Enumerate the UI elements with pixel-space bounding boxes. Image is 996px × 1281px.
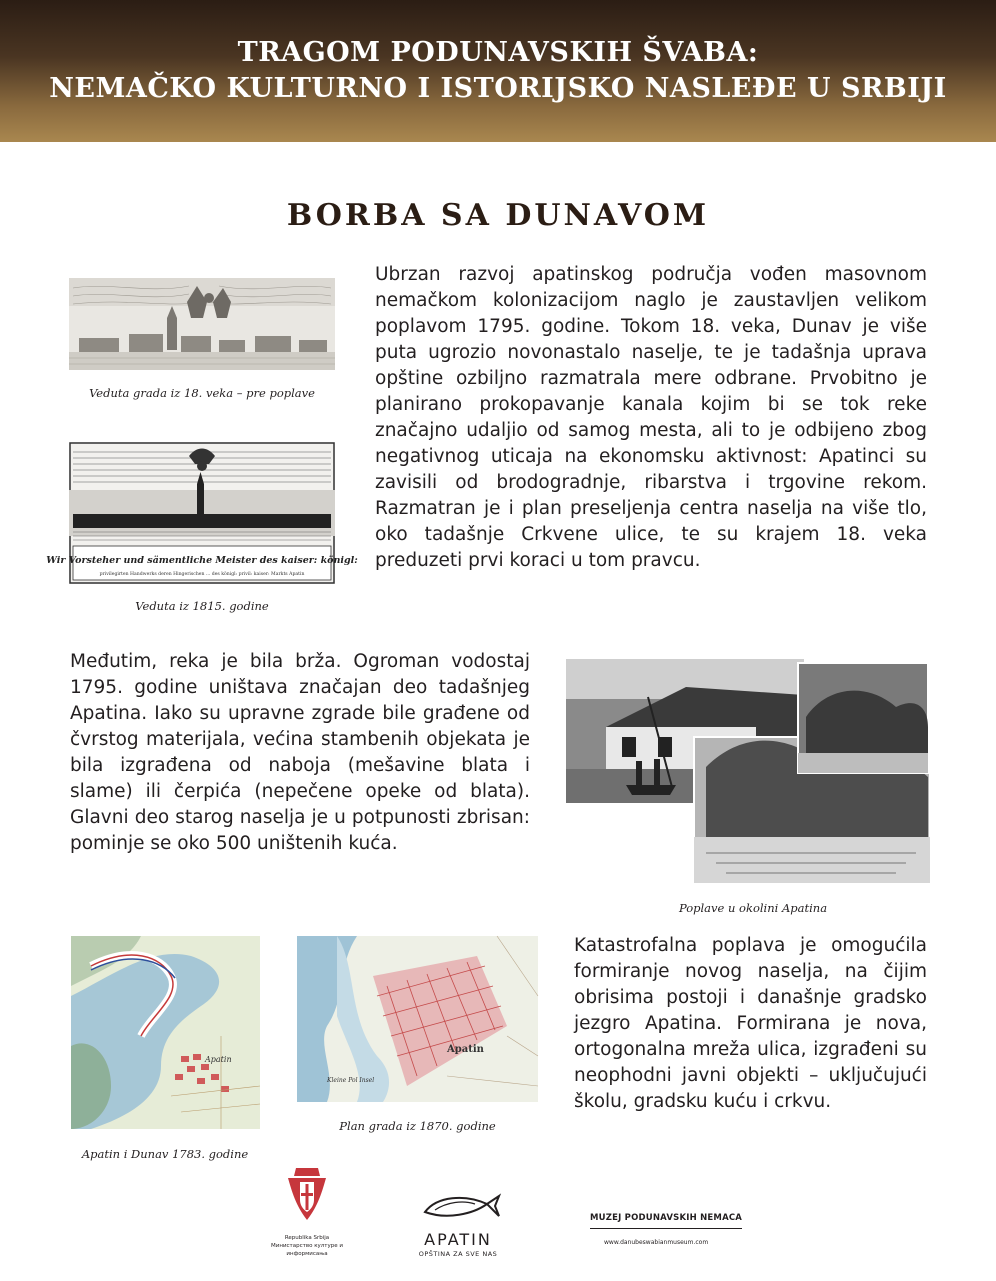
- floods-photo-collage: [566, 657, 928, 887]
- museum-logo-name: MUZEJ PODUNAVSKIH NEMACA: [590, 1213, 743, 1223]
- apatin-municipality-logo: [413, 1192, 503, 1258]
- engraving-text-line-1: Wir Vorsteher und sämentliche Meister des kaiser: königl:: [46, 555, 358, 566]
- serbia-logo-line-2: Министарство културе и информисања: [271, 1243, 343, 1257]
- plan-1870-image: [297, 936, 538, 1102]
- apatin-fish-leaf-icon: [413, 1192, 503, 1222]
- veduta-1815-image: [46, 442, 358, 584]
- museum-logo: [590, 1212, 760, 1252]
- paragraph-new-settlement: Katastrofalna poplava je omogućila formiranje novog naselja, na čijim obrisima postoji i današnje gradsko jezgro Apatina. Formirana je nova, ortogonalna mreža ulica, izgrađeni su neophodni javni objekti – uključujući školu, gradsku kuću i crkvu.: [574, 935, 927, 1112]
- header-title-line-1: TRAGOM PODUNAVSKIH ŠVABA:: [237, 37, 759, 68]
- engraving-text-line-2: privilegirten Handwerks deren Hingerischen ... des königl: privil: kaiser: Markts Apatin: [99, 572, 305, 577]
- veduta-18th-century-image: [69, 278, 335, 370]
- caption-veduta-18th-century: Veduta grada iz 18. veka – pre poplave: [89, 386, 315, 400]
- caption-veduta-1815: Veduta iz 1815. godine: [135, 599, 269, 613]
- map-1783-label-apatin: Apatin: [205, 1055, 232, 1064]
- paragraph-flood: Međutim, reka je bila brža. Ogroman vodostaj 1795. godine uništava značajan deo tadašnjeg Apatina. Iako su upravne zgrade bile građene od čvrstog materijala, većina stambenih objekata je bila izgrađena od naboja (mešavine blata i slame) ili čerpića (nepečene opeke od blata). Glavni deo starog naselja je u potpunosti zbrisan: pominje se oko 500 uništenih kuća.: [70, 651, 530, 854]
- museum-logo-divider: [590, 1228, 742, 1229]
- map-1783-image: [71, 936, 260, 1129]
- plan-1870-label-apatin: Apatin: [447, 1044, 484, 1055]
- header-title-line-2: NEMAČKO KULTURNO I ISTORIJSKO NASLEĐE U SRBIJI: [49, 73, 947, 104]
- caption-map-1783: Apatin i Dunav 1783. godine: [81, 1147, 249, 1161]
- museum-logo-url: www.danubeswabianmuseum.com: [604, 1239, 709, 1246]
- paragraph-intro: Ubrzan razvoj apatinskog područja vođen masovnom nemačkom kolonizacijom naglo je zaustavljen velikom poplavom 1795. godine. Tokom 18. veka, Dunav je više puta ugrozio novonastalo naselje, te je tadašnja uprava opštine ozbiljno razmatrala mere odbrane. Prvobitno je planirano prokopavanje kanala kojim bi se tok reke značajno udaljio od samog mesta, ali to je odbijeno zbog negativnog uticaja na ekonomsku aktivnost: Apatinci su zavisili od brodogradnje, ribarstva i trgovine rekom. Razmatran je i plan preseljenja centra naselja na više tlo, oko tadašnje Crkvene ulice, te su krajem 18. veka preduzeti prvi koraci u tom pravcu.: [375, 264, 927, 571]
- caption-floods: Poplave u okolini Apatina: [678, 901, 828, 915]
- apatin-logo-subtitle: OPŠTINA ZA SVE NAS: [418, 1250, 498, 1258]
- serbia-coat-of-arms-icon: [252, 1166, 362, 1222]
- serbia-logo-line-1: Republika Srbija: [284, 1235, 330, 1241]
- apatin-logo-name: APATIN: [424, 1230, 492, 1249]
- serbia-ministry-logo: [252, 1166, 362, 1256]
- plan-1870-label-island: Kleine Pol Insel: [327, 1077, 375, 1084]
- section-title: BORBA SA DUNAVOM: [286, 198, 710, 233]
- caption-plan-1870: Plan grada iz 1870. godine: [339, 1119, 496, 1133]
- header-banner: [0, 0, 996, 142]
